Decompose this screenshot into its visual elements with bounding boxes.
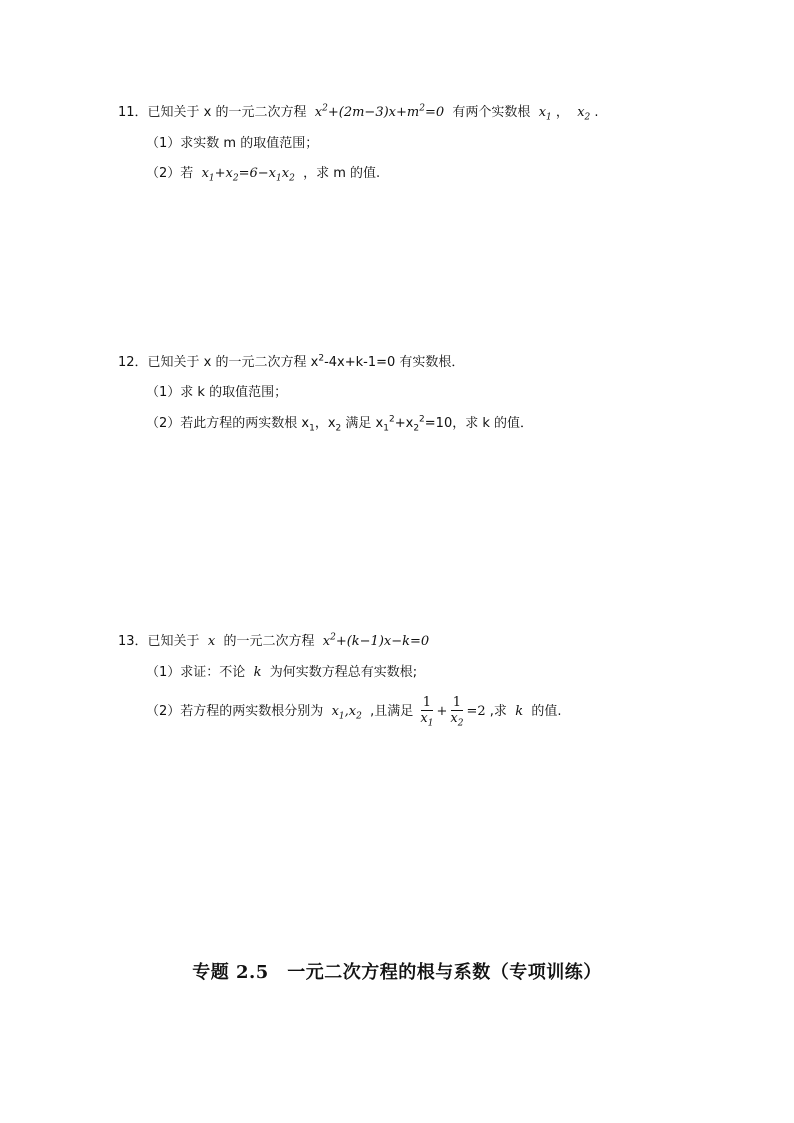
q12-stem-rest: -4x+k-1=0 有实数根． bbox=[324, 355, 465, 370]
q12-part2-a: 若此方程的两实数根 x bbox=[180, 416, 310, 431]
q11-period: . bbox=[594, 105, 599, 120]
q13-part1 bbox=[146, 664, 417, 682]
q12-part2-e: =10，求 k 的值． bbox=[424, 416, 534, 431]
q13-number: 13． bbox=[118, 634, 148, 649]
q13-part1-b: 为何实数方程总有实数根; bbox=[269, 665, 418, 680]
q13-fraction-equation: $\frac{1}{x_1}$ + $\frac{1}{x_2}$ =2 bbox=[420, 695, 486, 729]
q11-part2-label: （2） bbox=[146, 166, 181, 181]
q11-part2-equation: $x_1+x_2=6-x_1x_2$ bbox=[197, 166, 295, 184]
q13-part2-label: （2） bbox=[146, 704, 181, 719]
q12-part1 bbox=[146, 384, 287, 402]
q12-part2: （2）若此方程的两实数根 $x_1$，$x_2$ 满足 $x_1^2+x_2^2=10$，求 k 的值． bbox=[146, 414, 534, 434]
q13-part2-b: ,且满足 bbox=[370, 704, 414, 719]
q12-part1-text: 求 k 的取值范围； bbox=[180, 385, 288, 400]
q12-part2-d: +x bbox=[394, 416, 414, 431]
q13-part2-a: 若方程的两实数根分别为 bbox=[180, 704, 324, 719]
q12-number: 12． bbox=[118, 355, 148, 370]
q11-number: 11． bbox=[118, 105, 148, 120]
q11-part1 bbox=[146, 135, 318, 153]
q11-part1-label: （1） bbox=[146, 136, 181, 151]
q11-part1-text: 求实数 m 的取值范围； bbox=[180, 136, 319, 151]
q11-stem-text: 已知关于 x 的一元二次方程 bbox=[147, 105, 307, 120]
q12-stem-text: 已知关于 x 的一元二次方程 x bbox=[147, 355, 319, 370]
q11-root-x2: $x_2$ bbox=[573, 105, 591, 123]
q12-stem: 12．已知关于 x 的一元二次方程 $x^2-4x+k-1=0$ 有实数根． bbox=[118, 353, 465, 370]
q13-part1-label: （1） bbox=[146, 665, 181, 680]
q11-part2 bbox=[146, 165, 380, 183]
q13-equation: $x^2+(k-1)x-k=0$ bbox=[318, 632, 430, 649]
q13-stem-mid: 的一元二次方程 bbox=[223, 634, 315, 649]
q13-var-k: k bbox=[249, 665, 266, 680]
q13-var-x: x bbox=[203, 634, 220, 649]
q13-var-k-2: k bbox=[511, 704, 528, 719]
q12-part2-b: ，x bbox=[314, 416, 336, 431]
q13-stem-text: 已知关于 bbox=[147, 634, 200, 649]
q13-part2-d: 的值. bbox=[531, 704, 562, 719]
q11-equation: $x^2+(2m-3)x+m^2=0$ bbox=[310, 103, 445, 120]
q13-part2 bbox=[146, 694, 562, 730]
q11-stem bbox=[118, 104, 599, 122]
q12-part2-label: （2） bbox=[146, 416, 181, 431]
section-title: 专题 2.5 一元二次方程的根与系数（专项训练） bbox=[192, 962, 602, 983]
q13-part2-c: ,求 bbox=[489, 704, 507, 719]
q13-part1-a: 求证：不论 bbox=[180, 665, 246, 680]
q13-stem bbox=[118, 633, 429, 651]
q11-part2-prefix: 若 bbox=[180, 166, 194, 181]
q13-roots: $x_1,x_2$ bbox=[327, 704, 362, 722]
q11-root-x1: $x_1$ bbox=[534, 105, 552, 123]
q11-comma: ， bbox=[555, 105, 569, 120]
q11-part2-suffix: ，求 m 的值. bbox=[303, 166, 381, 181]
q12-part1-label: （1） bbox=[146, 385, 181, 400]
q12-part2-c: 满足 x bbox=[341, 416, 384, 431]
q11-stem-suffix: 有两个实数根 bbox=[452, 105, 531, 120]
